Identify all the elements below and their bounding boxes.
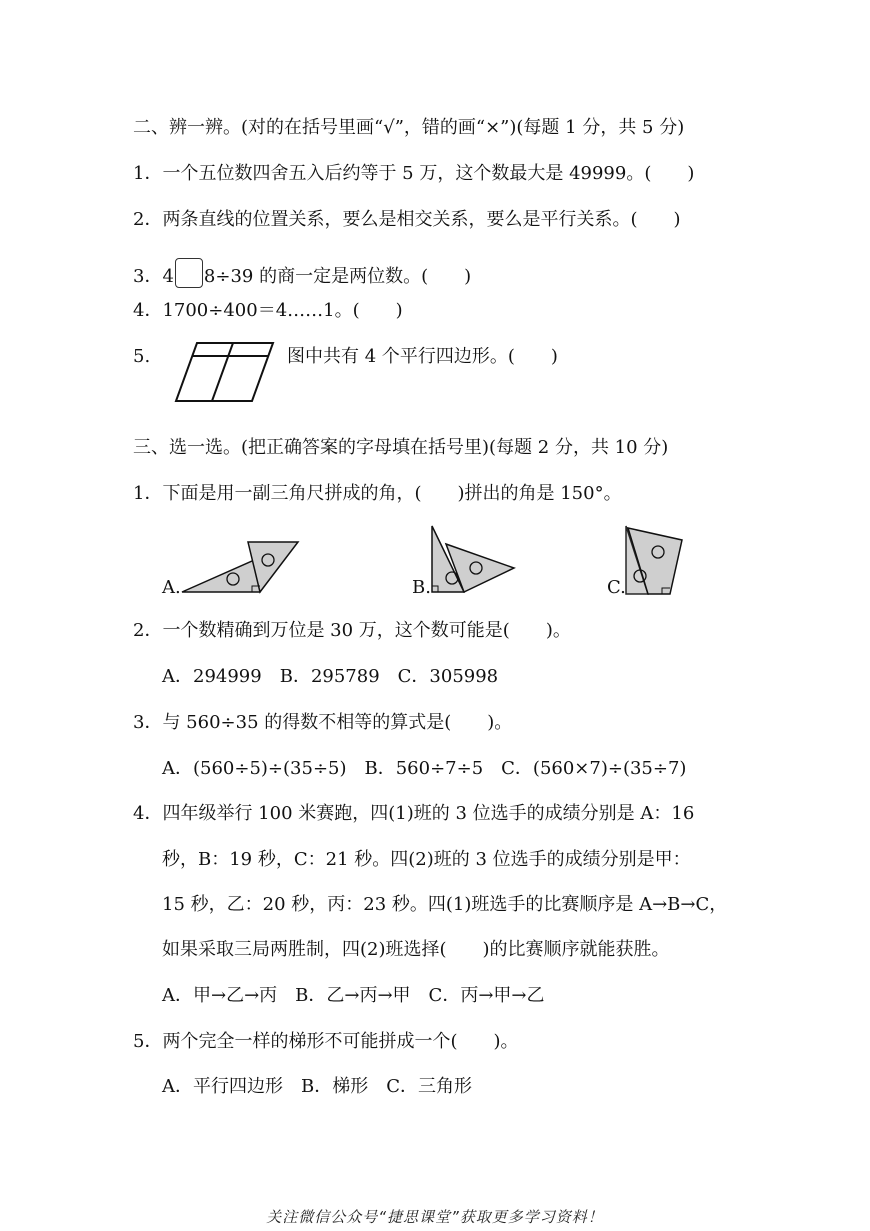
s3-question-2: 2．一个数精确到万位是 30 万，这个数可能是( )。 — [133, 620, 571, 641]
option-label-b: B. — [412, 577, 431, 598]
s3-question-3: 3．与 560÷35 的得数不相等的算式是( )。 — [133, 712, 513, 733]
s3-q4-line-4: 如果采取三局两胜制，四(2)班选择( )的比赛顺序就能获胜。 — [162, 939, 670, 960]
s3-q4-line-2: 秒，B：19 秒，C：21 秒。四(2)班的 3 位选手的成绩分别是甲： — [162, 849, 691, 870]
s3-q4-line-3: 15 秒，乙：20 秒，丙：23 秒。四(1)班选手的比赛顺序是 A→B→C， — [162, 894, 728, 915]
triangle-ruler-figure-b — [424, 522, 520, 598]
s3-q3-options: A．(560÷5)÷(35÷5) B．560÷7÷5 C．(560×7)÷(35÷7) — [162, 758, 687, 779]
section2-heading: 二、辨一辨。(对的在括号里画“√”，错的画“×”)(每题 1 分，共 5 分) — [133, 117, 685, 138]
s2-question-1: 1．一个五位数四舍五入后约等于 5 万，这个数最大是 49999。( ) — [133, 163, 695, 184]
option-label-a: A. — [162, 577, 181, 598]
s3-q4-options: A．甲→乙→丙 B．乙→丙→甲 C．丙→甲→乙 — [162, 985, 545, 1006]
triangle-ruler-figure-c — [620, 520, 690, 598]
s3-q5-options: A．平行四边形 B．梯形 C．三角形 — [162, 1076, 472, 1097]
s2-q5-number: 5. — [133, 346, 151, 367]
s2-q5-text: 图中共有 4 个平行四边形。( ) — [287, 346, 558, 367]
s3-q4-line-1: 4．四年级举行 100 米赛跑，四(1)班的 3 位选手的成绩分别是 A：16 — [133, 803, 695, 824]
answer-box-icon[interactable] — [175, 258, 203, 288]
s3-question-5: 5．两个完全一样的梯形不可能拼成一个( )。 — [133, 1031, 519, 1052]
footer-notice: 关注微信公众号“捷思课堂”获取更多学习资料！ — [266, 1208, 604, 1226]
parallelogram-figure — [170, 338, 280, 408]
section3-heading: 三、选一选。(把正确答案的字母填在括号里)(每题 2 分，共 10 分) — [133, 437, 669, 458]
option-label-c: C. — [607, 577, 626, 598]
triangle-ruler-figure-a — [176, 536, 306, 598]
s2-q3-number: 3．4 — [133, 266, 174, 287]
s3-q2-options: A．294999 B．295789 C．305998 — [162, 666, 499, 687]
s2-q3-text: 8÷39 的商一定是两位数。( ) — [203, 266, 472, 287]
s2-question-4: 4．1700÷400＝4……1。( ) — [133, 300, 403, 321]
s2-question-3 — [133, 258, 471, 289]
s3-question-1: 1．下面是用一副三角尺拼成的角，( )拼出的角是 150°。 — [133, 483, 622, 504]
s2-question-2: 2．两条直线的位置关系，要么是相交关系，要么是平行关系。( ) — [133, 209, 681, 230]
